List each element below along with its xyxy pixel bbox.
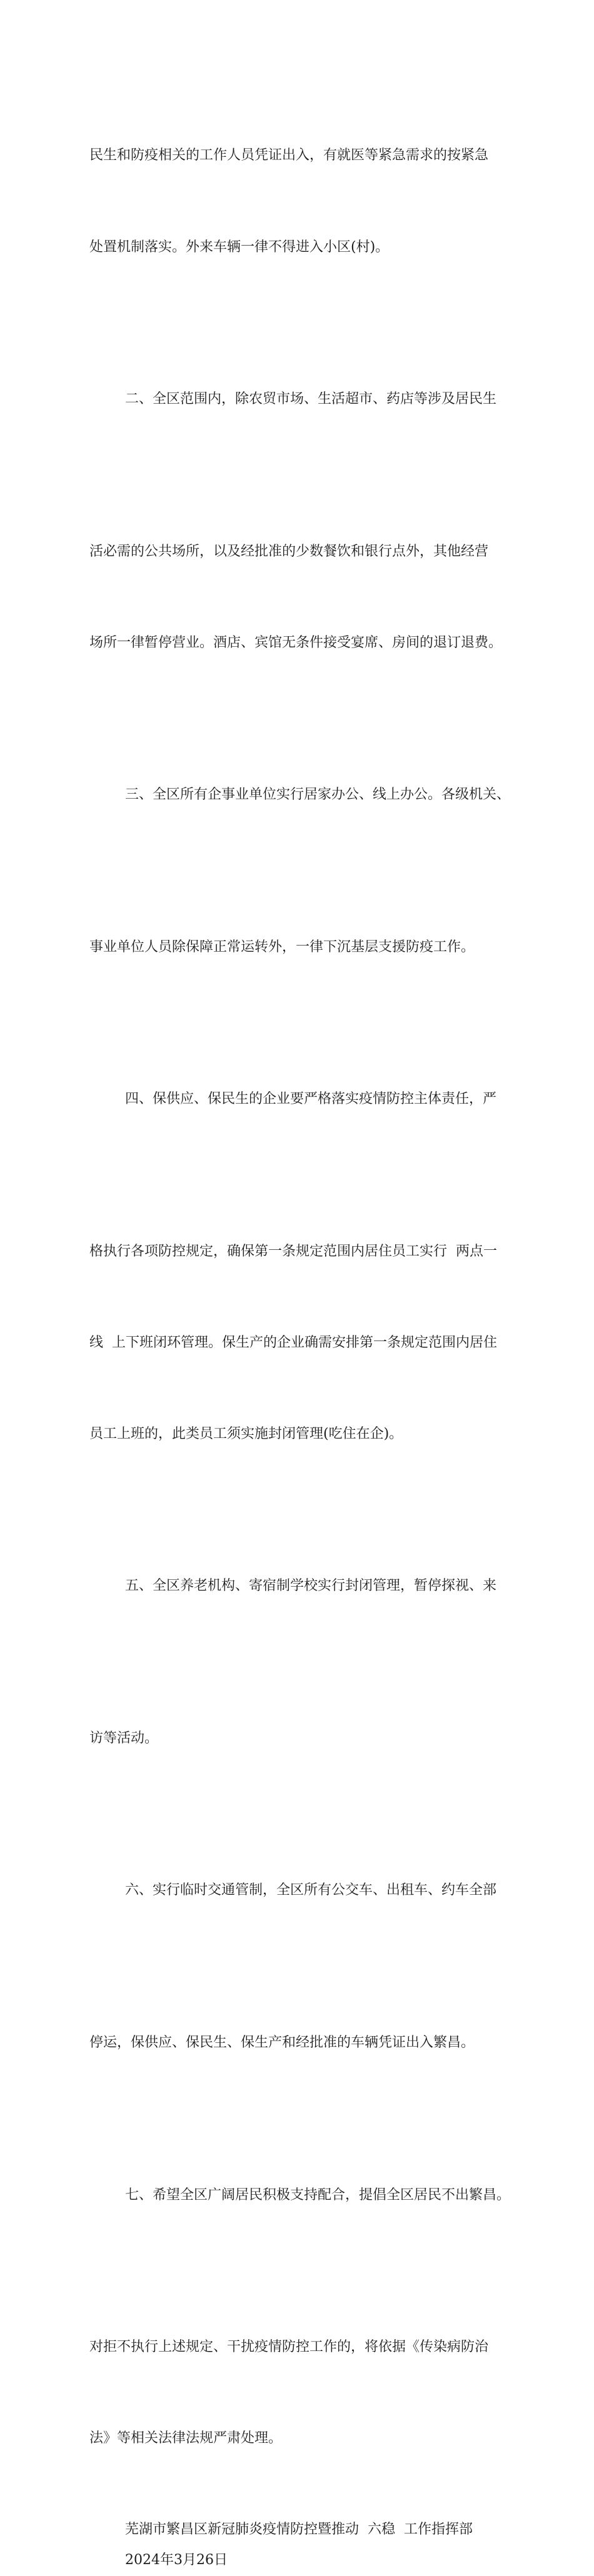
signature-organization: 芜湖市繁昌区新冠肺炎疫情防控暨推动 六稳 工作指挥部 <box>125 2522 473 2538</box>
text-line: 事业单位人员除保障正常运转外，一律下沉基层支援防疫工作。 <box>89 939 475 955</box>
text-line: 六、实行临时交通管制，全区所有公交车、出租车、约车全部 <box>125 1882 497 1899</box>
text-line: 二、全区范围内，除农贸市场、生活超市、药店等涉及居民生 <box>125 391 497 407</box>
text-line: 员工上班的，此类员工须实施封闭管理(吃住在企)。 <box>89 1425 403 1442</box>
paragraph-item-6 <box>89 1815 515 1967</box>
text-line: 对拒不执行上述规定、干扰疫情防控工作的，将依据《传染病防治 <box>89 2339 489 2355</box>
paragraph-continued <box>89 80 515 324</box>
signature-date: 2024年3月26日 <box>125 2552 228 2568</box>
paragraph-item-5 <box>89 1510 515 1663</box>
document-body <box>89 80 515 2576</box>
paragraph-item-2 <box>89 324 515 476</box>
text-line: 民生和防疫相关的工作人员凭证出入，有就医等紧急需求的按紧急 <box>89 147 489 164</box>
paragraph-item-6-cont <box>89 1967 515 2120</box>
text-line: 三、全区所有企事业单位实行居家办公、线上办公。各级机关、 <box>125 787 511 803</box>
paragraph-item-4 <box>89 1024 515 1176</box>
text-line: 五、全区养老机构、寄宿制学校实行封闭管理，暂停探视、来 <box>125 1578 497 1594</box>
text-line: 法》等相关法律法规严肃处理。 <box>89 2430 283 2447</box>
text-line: 活必需的公共场所，以及经批准的少数餐饮和银行点外，其他经营 <box>89 543 489 559</box>
text-line: 停运，保供应、保民生、保生产和经批准的车辆凭证出入繁昌。 <box>89 2035 475 2050</box>
text-line: 四、保供应、保民生的企业要严格落实疫情防控主体责任，严 <box>125 1091 497 1107</box>
text-line: 处置机制落实。外来车辆一律不得进入小区(村)。 <box>89 239 390 255</box>
paragraph-item-3 <box>89 719 515 872</box>
text-line: 访等活动。 <box>89 1730 159 1746</box>
paragraph-item-7-cont <box>89 2272 515 2515</box>
paragraph-item-4-cont <box>89 1176 515 1510</box>
text-line: 格执行各项防控规定，确保第一条规定范围内居住员工实行 两点一 <box>89 1243 497 1259</box>
paragraph-item-3-cont <box>89 871 515 1024</box>
text-line: 线 上下班闭环管理。保生产的企业确需安排第一条规定范围内居住 <box>89 1334 497 1350</box>
text-line: 场所一律暂停营业。酒店、宾馆无条件接受宴席、房间的退订退费。 <box>89 634 503 651</box>
paragraph-item-5-cont <box>89 1663 515 1815</box>
paragraph-item-7 <box>89 2119 515 2272</box>
text-line: 七、希望全区广阔居民积极支持配合，提倡全区居民不出繁昌。 <box>125 2187 511 2203</box>
paragraph-item-2-cont <box>89 476 515 719</box>
